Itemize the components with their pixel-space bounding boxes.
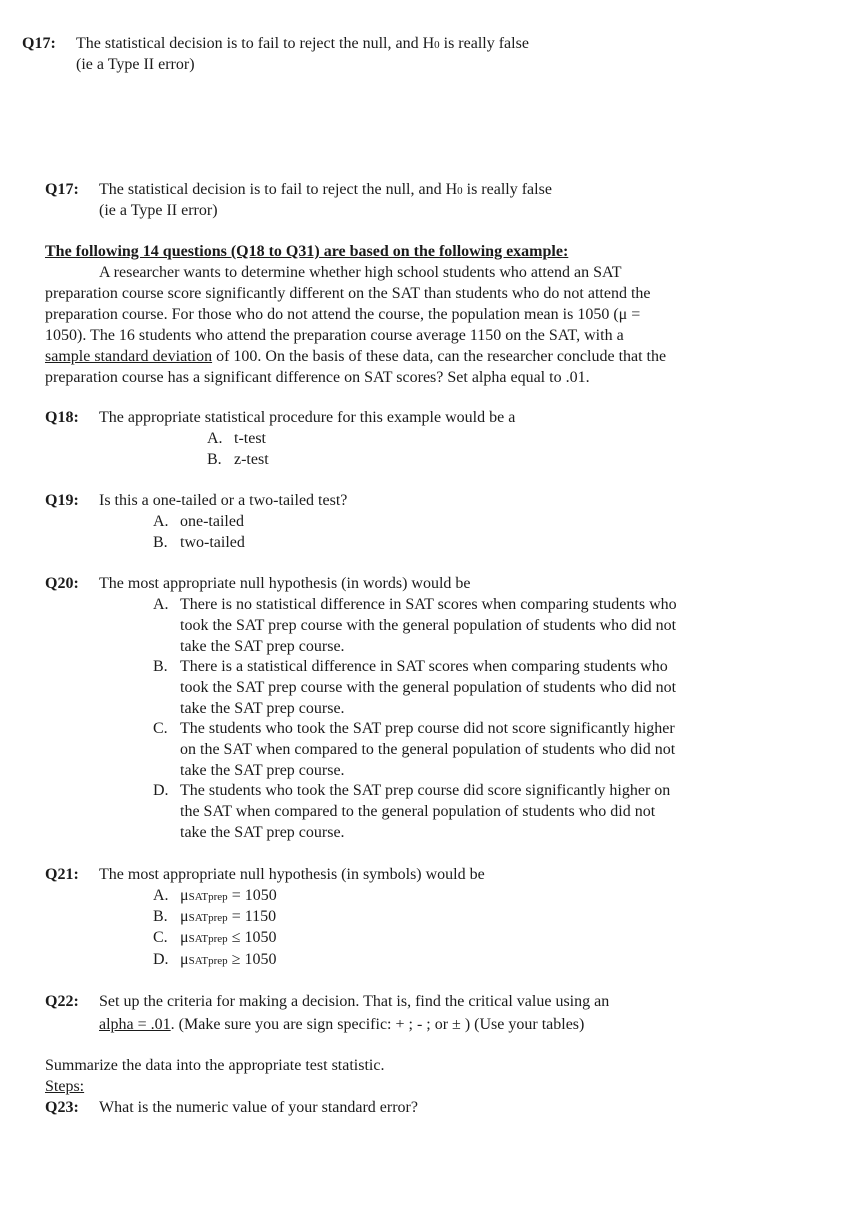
option-letter: A. [153, 513, 169, 530]
question-text: What is the numeric value of your standard error? [99, 1099, 418, 1116]
question-number: Q21: [45, 866, 79, 883]
option-letter: C. [153, 720, 168, 737]
question-text: The statistical decision is to fail to reject the null, and H0 is really false [76, 35, 529, 52]
example-line: preparation course score significantly different on the SAT than students who do not attend the [45, 285, 651, 302]
option-letter: A. [153, 887, 169, 904]
question-number: Q22: [45, 993, 79, 1010]
question-number: Q19: [45, 492, 79, 509]
option-text: one-tailed [180, 513, 244, 530]
option-line: The students who took the SAT prep course did not score significantly higher [180, 720, 675, 737]
option-formula: μSATprep = 1150 [180, 908, 277, 925]
option-formula: μSATprep = 1050 [180, 887, 277, 904]
example-line: preparation course has a significant difference on SAT scores? Set alpha equal to .01. [45, 369, 590, 386]
question-text: Set up the criteria for making a decision. That is, find the critical value using an [99, 993, 610, 1010]
question-text: The most appropriate null hypothesis (in symbols) would be [99, 866, 485, 883]
option-letter: B. [207, 451, 222, 468]
example-line: sample standard deviation of 100. On the basis of these data, can the researcher conclude that the [45, 348, 667, 365]
option-text: t-test [234, 430, 266, 447]
question-number: Q17: [22, 35, 56, 52]
option-text: two-tailed [180, 534, 245, 551]
option-letter: A. [153, 596, 169, 613]
option-letter: D. [153, 951, 169, 968]
question-text: alpha = .01. (Make sure you are sign specific: + ; - ; or ± ) (Use your tables) [99, 1016, 585, 1033]
option-letter: B. [153, 908, 168, 925]
option-line: took the SAT prep course with the general population of students who did not [180, 617, 677, 634]
option-letter: A. [207, 430, 223, 447]
option-line: take the SAT prep course. [180, 762, 345, 779]
example-line: preparation course. For those who do not attend the course, the population mean is 1050 (μ = [45, 306, 641, 323]
question-text: The most appropriate null hypothesis (in words) would be [99, 575, 471, 592]
question-number: Q23: [45, 1099, 79, 1116]
question-number: Q17: [45, 181, 79, 198]
option-line: on the SAT when compared to the general population of students who did not [180, 741, 676, 758]
option-line: The students who took the SAT prep course did score significantly higher on [180, 782, 671, 799]
question-number: Q20: [45, 575, 79, 592]
option-line: take the SAT prep course. [180, 824, 345, 841]
example-heading: The following 14 questions (Q18 to Q31) are based on the following example: [45, 243, 569, 260]
option-letter: B. [153, 658, 168, 675]
option-formula: μSATprep ≤ 1050 [180, 929, 277, 946]
option-letter: C. [153, 929, 168, 946]
option-letter: D. [153, 782, 169, 799]
example-line: A researcher wants to determine whether high school students who attend an SAT [99, 264, 622, 281]
question-text: Is this a one-tailed or a two-tailed test? [99, 492, 348, 509]
option-letter: B. [153, 534, 168, 551]
example-line: 1050). The 16 students who attend the preparation course average 1150 on the SAT, with a [45, 327, 624, 344]
option-line: the SAT when compared to the general population of students who did not [180, 803, 656, 820]
option-line: There is a statistical difference in SAT scores when comparing students who [180, 658, 668, 675]
question-text: The appropriate statistical procedure for this example would be a [99, 409, 516, 426]
option-line: There is no statistical difference in SAT scores when comparing students who [180, 596, 677, 613]
option-line: took the SAT prep course with the general population of students who did not [180, 679, 677, 696]
option-formula: μSATprep ≥ 1050 [180, 951, 277, 968]
question-note: (ie a Type II error) [76, 56, 195, 73]
steps-label: Steps: [45, 1078, 85, 1095]
question-note: (ie a Type II error) [99, 202, 218, 219]
question-text: The statistical decision is to fail to reject the null, and H0 is really false [99, 181, 552, 198]
summary-text: Summarize the data into the appropriate test statistic. [45, 1057, 385, 1074]
question-number: Q18: [45, 409, 79, 426]
option-line: take the SAT prep course. [180, 638, 345, 655]
option-text: z-test [234, 451, 269, 468]
option-line: take the SAT prep course. [180, 700, 345, 717]
